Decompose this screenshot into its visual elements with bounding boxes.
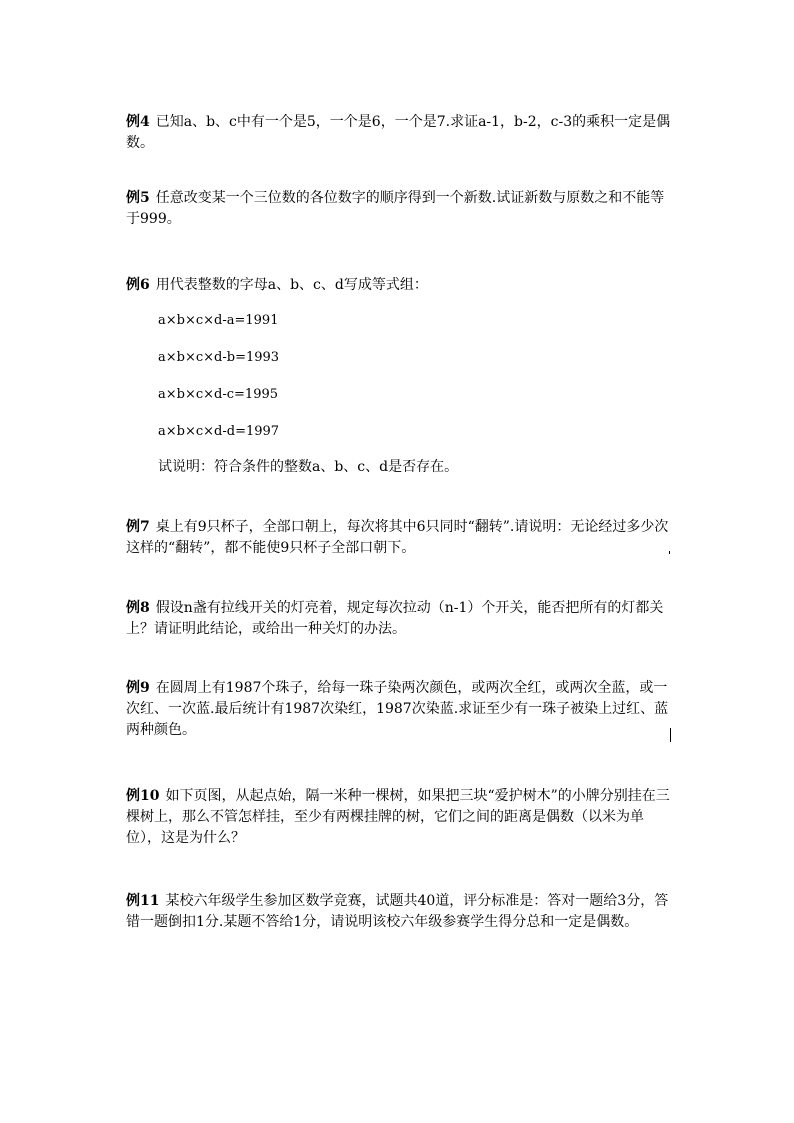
equation-1: a×b×c×d-a=1991 bbox=[158, 313, 279, 328]
example-8 bbox=[126, 598, 671, 640]
example-label: 例8 bbox=[126, 600, 150, 616]
example-11 bbox=[126, 891, 671, 933]
example-9 bbox=[126, 678, 671, 741]
example-label: 例6 bbox=[126, 277, 150, 293]
example-label: 例9 bbox=[126, 680, 150, 696]
example-text: 桌上有9只杯子，全部口朝上，每次将其中6只同时“翻转”.请说明：无论经过多少次这样的“翻转”，都不能使9只杯子全部口朝下。 bbox=[126, 519, 669, 556]
example-text: 用代表整数的字母a、b、c、d写成等式组： bbox=[155, 277, 428, 293]
example-10 bbox=[126, 786, 671, 849]
example-text: 已知a、b、c中有一个是5，一个是6，一个是7.求证a-1，b-2，c-3的乘积一定是偶数。 bbox=[126, 114, 671, 151]
example-text: 假设n盏有拉线开关的灯亮着，规定每次拉动（n-1）个开关，能否把所有的灯都关上？请证明此结论，或给出一种关灯的办法。 bbox=[126, 600, 664, 637]
equation-2: a×b×c×d-b=1993 bbox=[158, 350, 280, 365]
example-text: 某校六年级学生参加区数学竞赛，试题共40道，评分标准是：答对一题给3分，答错一题倒扣1分.某题不答给1分，请说明该校六年级参赛学生得分总和一定是偶数。 bbox=[126, 893, 669, 930]
stray-mark bbox=[669, 551, 670, 554]
equation-4: a×b×c×d-d=1997 bbox=[158, 424, 280, 439]
example-text: 在圆周上有1987个珠子，给每一珠子染两次颜色，或两次全红，或两次全蓝，或一次红、一次蓝.最后统计有1987次染红，1987次染蓝.求证至少有一珠子被染上过红、蓝两种颜色。 bbox=[126, 680, 669, 738]
example-label: 例5 bbox=[126, 190, 150, 206]
example-text: 任意改变某一个三位数的各位数字的顺序得到一个新数.试证新数与原数之和不能等于999。 bbox=[126, 190, 665, 227]
example-5 bbox=[126, 188, 671, 230]
example-label: 例10 bbox=[126, 788, 160, 804]
example-6 bbox=[126, 275, 671, 296]
equation-3: a×b×c×d-c=1995 bbox=[158, 387, 279, 402]
example-text: 如下页图，从起点始，隔一米种一棵树，如果把三块“爱护树木”的小牌分别挂在三棵树上，那么不管怎样挂，至少有两棵挂牌的树，它们之间的距离是偶数（以米为单位），这是为什么？ bbox=[126, 788, 670, 846]
example-7 bbox=[126, 517, 671, 559]
example-6-question: 试说明：符合条件的整数a、b、c、d是否存在。 bbox=[158, 459, 459, 475]
example-label: 例4 bbox=[126, 114, 150, 130]
text-cursor-mark bbox=[670, 728, 671, 742]
example-label: 例7 bbox=[126, 519, 150, 535]
example-label: 例11 bbox=[126, 893, 160, 909]
example-4 bbox=[126, 112, 671, 154]
